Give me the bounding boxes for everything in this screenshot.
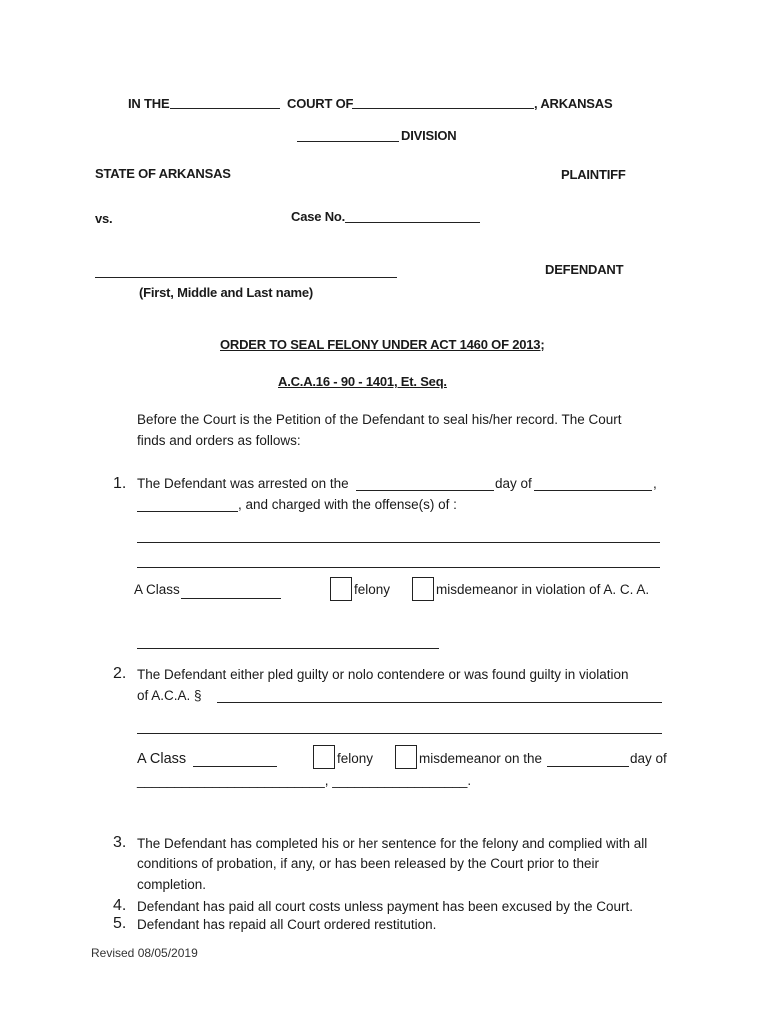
item-1-number: 1. [113, 475, 127, 492]
intro-line-1: Before the Court is the Petition of the Defendant to seal his/her record. The Court [137, 412, 622, 427]
county-line[interactable] [352, 108, 534, 109]
item-2-aca-line-2[interactable] [137, 733, 662, 734]
item-2-line-2: of A.C.A. § [137, 688, 202, 703]
item-1-day-of: day of [495, 476, 532, 491]
item-2-number: 2. [113, 665, 127, 682]
defendant-name-line[interactable] [95, 277, 397, 278]
header-in-the: IN THE [128, 96, 170, 111]
offense-line-2[interactable] [137, 567, 660, 568]
item-1-class-line[interactable] [181, 598, 281, 599]
item-2-day-line[interactable] [547, 766, 629, 767]
header-division: DIVISION [401, 128, 457, 143]
item-2-aca-line-1[interactable] [217, 702, 662, 703]
item-2-day-of: day of [630, 751, 667, 766]
item-1-misdemeanor-label: misdemeanor in violation of A. C. A. [436, 582, 650, 597]
item-2-line-1: The Defendant either pled guilty or nolo contendere or was found guilty in violation [137, 667, 629, 682]
item-5-number: 5. [113, 915, 127, 932]
order-title: ORDER TO SEAL FELONY UNDER ACT 1460 OF 2013; [220, 337, 545, 352]
arrest-day-line[interactable] [356, 490, 494, 491]
item-3-line-3: completion. [137, 877, 207, 892]
item-2-class-line[interactable] [193, 766, 277, 767]
state-of-arkansas: STATE OF ARKANSAS [95, 166, 231, 181]
item-3-line-1: The Defendant has completed his or her sentence for the felony and complied with all [137, 836, 648, 851]
revised-date: Revised 08/05/2019 [91, 946, 198, 960]
item-1-class-label: A Class [134, 582, 180, 597]
item-1-misdemeanor-checkbox[interactable] [412, 577, 434, 601]
item-2-class-label: A Class [137, 751, 187, 767]
item-1-comma: , [653, 476, 657, 491]
plaintiff-label: PLAINTIFF [561, 167, 626, 182]
item-5-text: Defendant has repaid all Court ordered restitution. [137, 917, 437, 932]
offense-line-1[interactable] [137, 542, 660, 543]
header-court-of: COURT OF [287, 96, 354, 111]
statute-title: A.C.A.16 - 90 - 1401, Et. Seq. [278, 374, 447, 389]
item-1-felony-label: felony [354, 582, 391, 597]
intro-line-2: finds and orders as follows: [137, 433, 301, 448]
name-hint: (First, Middle and Last name) [139, 285, 314, 300]
arrest-month-line[interactable] [534, 490, 652, 491]
vs-label: vs. [95, 211, 113, 226]
item-4-text: Defendant has paid all court costs unless payment has been excused by the Court. [137, 899, 634, 914]
item-3-number: 3. [113, 834, 127, 851]
item-1-aca-line[interactable] [137, 648, 439, 649]
item-1-felony-checkbox[interactable] [330, 577, 352, 601]
header-arkansas: , ARKANSAS [534, 96, 613, 111]
item-2-date-line[interactable]: _________________________, __________________. [137, 773, 472, 788]
item-2-felony-label: felony [337, 751, 374, 766]
item-1-text-a: The Defendant was arrested on the [137, 476, 349, 491]
arrest-year-line[interactable] [137, 511, 238, 512]
case-number-line[interactable] [345, 222, 480, 223]
item-2-misdemeanor-label: misdemeanor on the [419, 751, 543, 766]
item-3-line-2: conditions of probation, if any, or has been released by the Court prior to their [137, 856, 600, 871]
item-4-number: 4. [113, 897, 127, 914]
case-no-label: Case No. [291, 209, 346, 224]
defendant-label: DEFENDANT [545, 262, 624, 277]
item-1-text-c: , and charged with the offense(s) of : [238, 497, 457, 512]
division-line[interactable] [297, 141, 399, 142]
item-2-felony-checkbox[interactable] [313, 745, 335, 769]
court-name-line[interactable] [170, 108, 280, 109]
item-2-misdemeanor-checkbox[interactable] [395, 745, 417, 769]
